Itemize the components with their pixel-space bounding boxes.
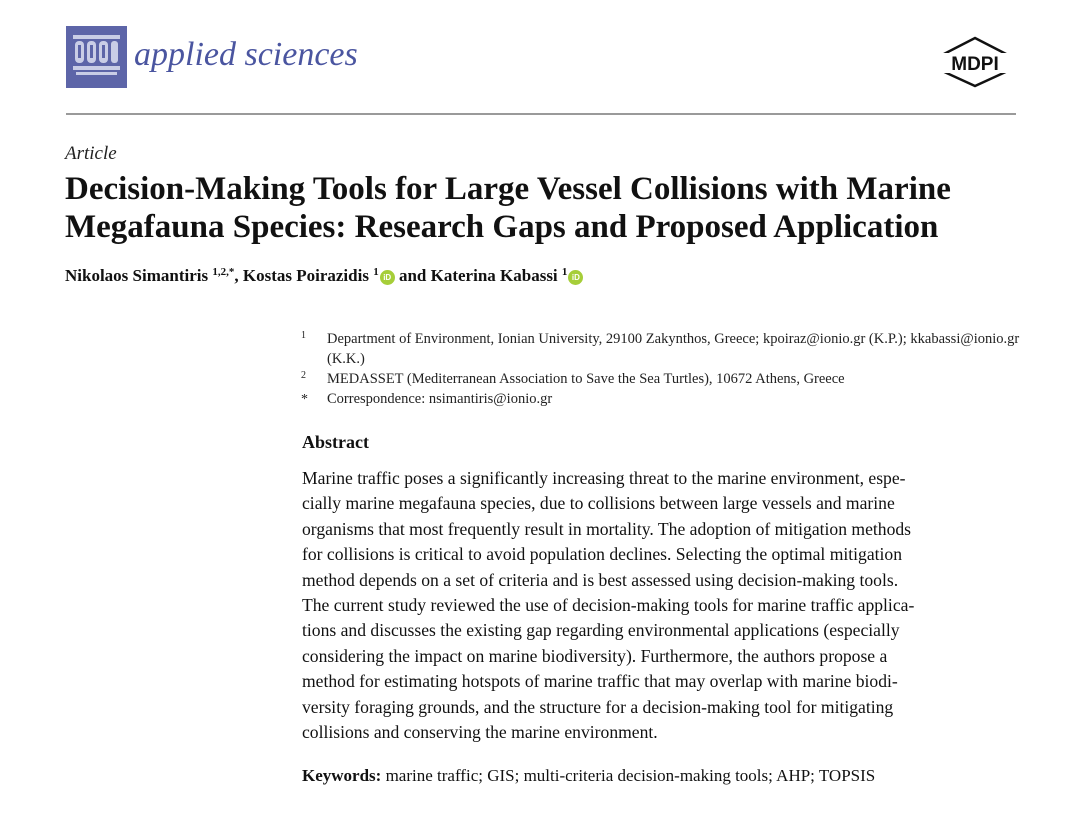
abstract-heading: Abstract xyxy=(302,432,369,452)
affiliation-number: * xyxy=(301,392,308,407)
abstract-line: organisms that most frequently result in mortality. The adoption of mitigation methods xyxy=(302,518,912,539)
author-affiliation-marker: 1 xyxy=(561,266,568,278)
mdpi-logo-icon xyxy=(934,36,1016,88)
abstract-line: collisions and conserving the marine environment. xyxy=(302,722,658,743)
affiliation-number: 2 xyxy=(301,370,306,381)
keywords-text: marine traffic; GIS; multi-criteria decision-making tools; AHP; TOPSIS xyxy=(381,766,876,785)
article-title xyxy=(65,170,1025,246)
affiliation-text: Department of Environment, Ionian University, 29100 Zakynthos, Greece; kpoiraz@ionio.gr (K.P.); kkabassi@ionio.gr (K.K.) xyxy=(327,331,1020,367)
header-divider xyxy=(66,113,1016,115)
keywords-label: Keywords: xyxy=(302,766,382,785)
author-separator: and xyxy=(394,266,431,285)
abstract-line: tions and discusses the existing gap regarding environmental applications (especially xyxy=(302,620,900,641)
correspondence-text[interactable]: Correspondence: nsimantiris@ionio.gr xyxy=(327,391,553,407)
title-line-2: Megafauna Species: Research Gaps and Proposed Application xyxy=(65,209,939,245)
journal-logo-icon xyxy=(66,26,127,88)
orcid-icon[interactable]: iD xyxy=(380,270,395,285)
author-affiliation-marker: 1,2,* xyxy=(212,266,235,278)
abstract-line: method for estimating hotspots of marine traffic that may overlap with marine biodi- xyxy=(302,671,898,692)
abstract-body xyxy=(302,466,1018,745)
author-separator: , xyxy=(234,266,243,285)
abstract-line: for collisions is critical to avoid population declines. Selecting the optimal mitigation xyxy=(302,544,903,565)
abstract-line: versity foraging grounds, and the structure for a decision-making tool for mitigating xyxy=(302,696,894,717)
abstract-line: Marine traffic poses a significantly increasing threat to the marine environment, espe- xyxy=(302,468,906,488)
article-type: Article xyxy=(65,143,117,164)
abstract-line: cially marine megafauna species, due to collisions between large vessels and marine xyxy=(302,493,895,514)
orcid-icon[interactable]: iD xyxy=(568,270,583,285)
affiliations xyxy=(301,329,1021,409)
affiliation-item xyxy=(301,329,1021,369)
journal-name: applied sciences xyxy=(134,36,358,73)
author-name[interactable]: Nikolaos Simantiris xyxy=(65,266,209,285)
affiliation-item xyxy=(301,369,1021,389)
affiliation-text: MEDASSET (Mediterranean Association to Save the Sea Turtles), 10672 Athens, Greece xyxy=(327,371,845,387)
journal-header xyxy=(66,26,1016,90)
affiliation-item xyxy=(301,389,1021,409)
abstract-line: considering the impact on marine biodiversity). Furthermore, the authors propose a xyxy=(302,645,888,666)
author-name[interactable]: Katerina Kabassi xyxy=(430,266,558,285)
author-name[interactable]: Kostas Poirazidis xyxy=(242,266,369,285)
title-line-1: Decision-Making Tools for Large Vessel Collisions with Marine xyxy=(65,171,951,207)
abstract-line: method depends on a set of criteria and is best assessed using decision-making tools. xyxy=(302,569,899,590)
svg-text:MDPI: MDPI xyxy=(951,54,999,75)
keywords xyxy=(302,766,875,786)
affiliation-number: 1 xyxy=(301,330,306,341)
author-list xyxy=(65,266,583,286)
abstract-line: The current study reviewed the use of decision-making tools for marine traffic applica- xyxy=(302,595,915,616)
author-affiliation-marker: 1 xyxy=(373,266,379,278)
